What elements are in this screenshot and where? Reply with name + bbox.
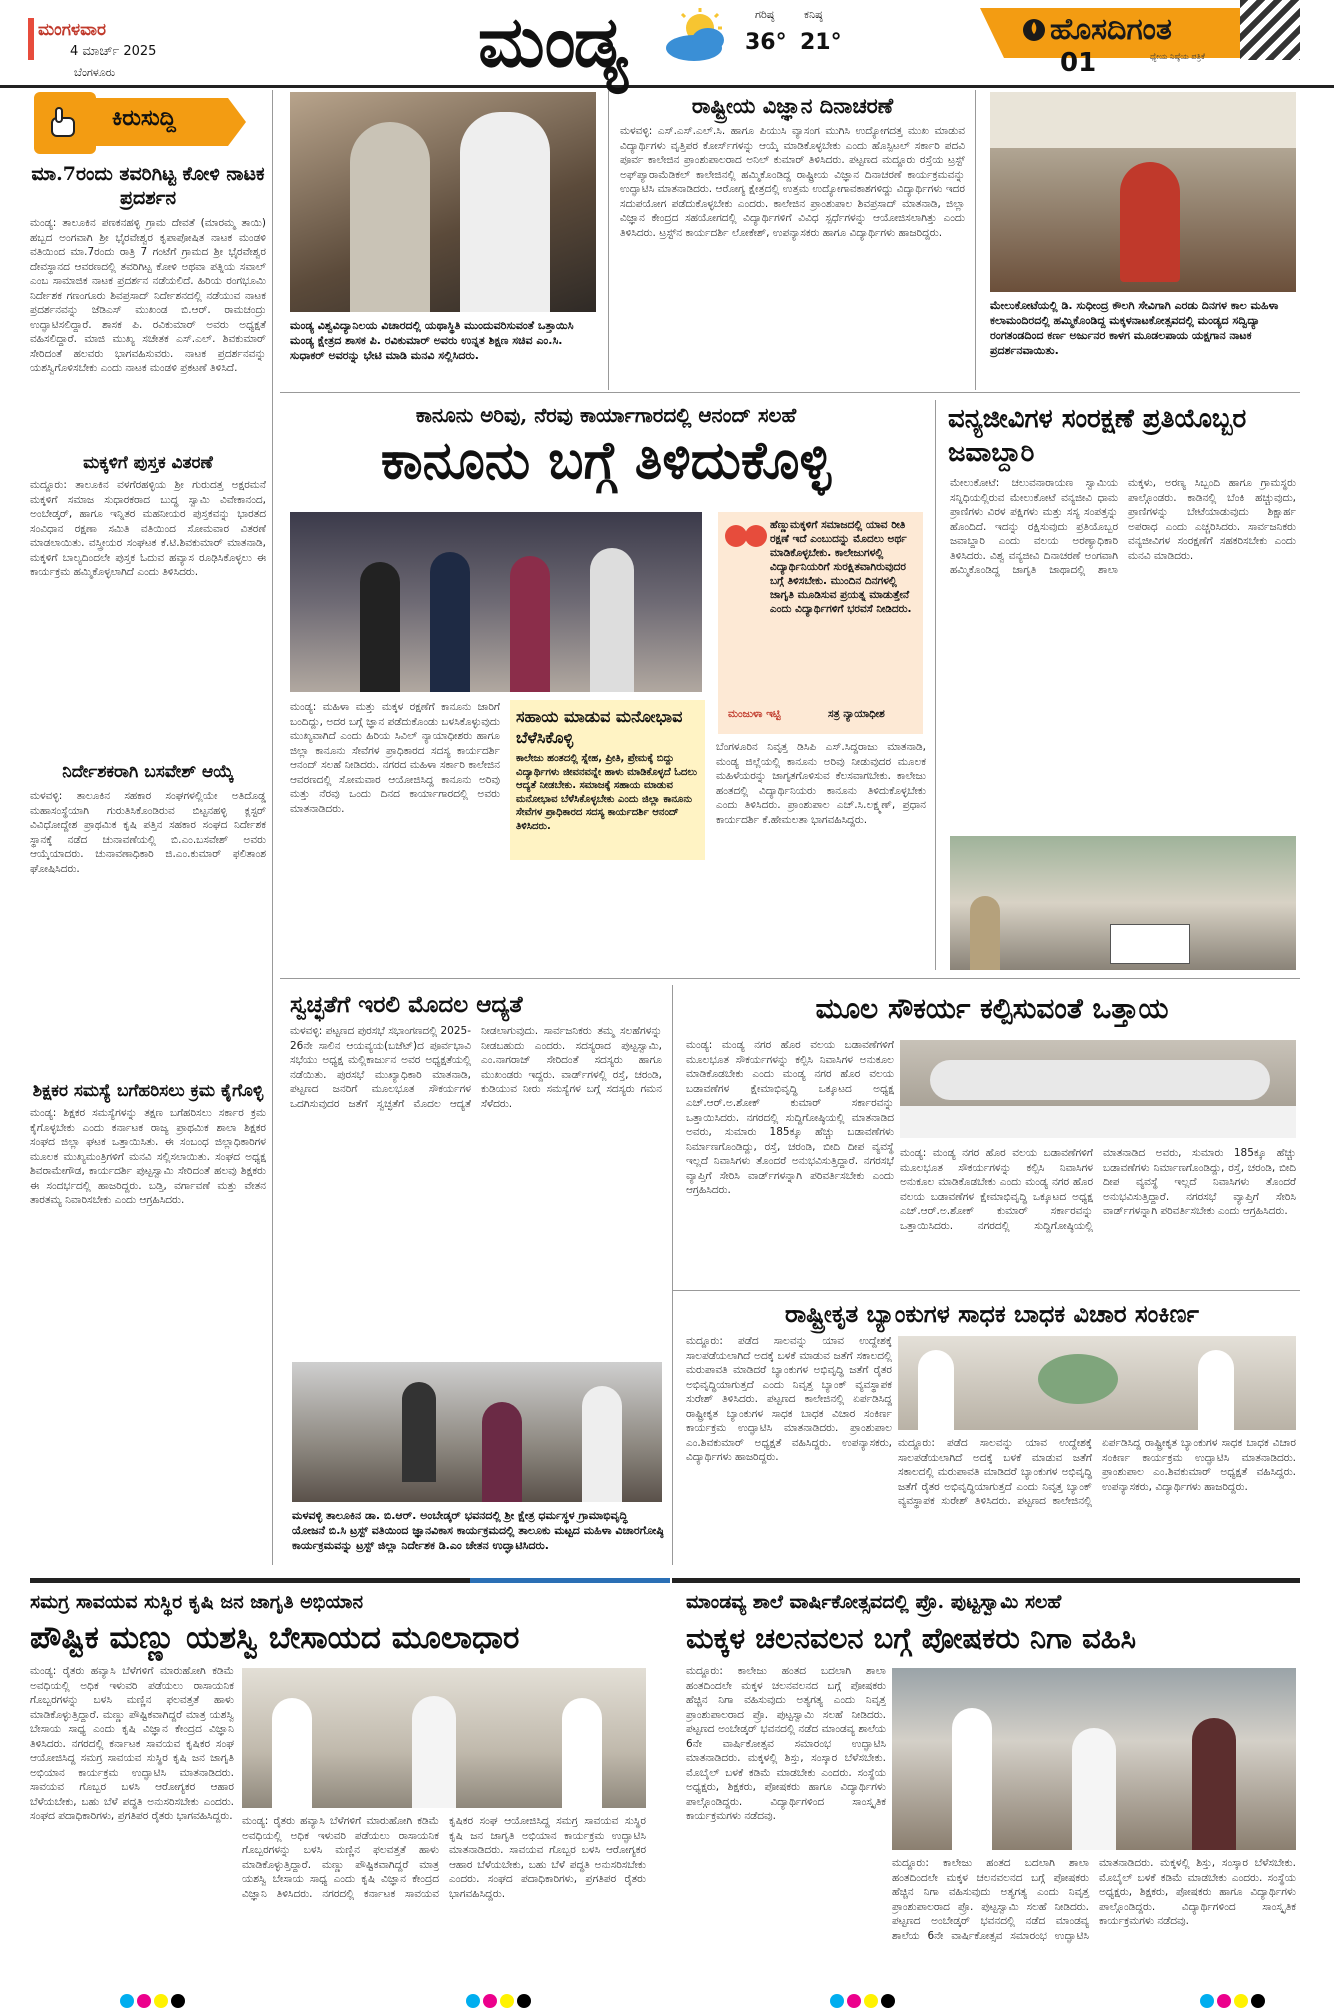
- lamp-icon: [1022, 18, 1046, 42]
- column-rule: [272, 90, 273, 1565]
- photo-plant: [1038, 1354, 1118, 1404]
- weekday: ಮಂಗಳವಾರ: [38, 20, 107, 40]
- page-title: ಮಂಡ್ಯ: [478, 0, 626, 83]
- brand-logo: [980, 0, 1280, 80]
- highlight-title: ಸಹಾಯ ಮಾಡುವ ಮನೋಭಾವ ಬೆಳೆಸಿಕೊಳ್ಳಿ: [516, 707, 683, 747]
- headline-director: ನಿರ್ದೇಶಕರಾಗಿ ಬಸವೇಶ್ ಆಯ್ಕೆ: [62, 762, 234, 782]
- story-banks-part1: ಮದ್ದೂರು: ಪಡೆದ ಸಾಲವನ್ನು ಯಾವ ಉದ್ದೇಶಕ್ಕೆ ಸಾಲಪಡೆಯಲಾಗಿದೆ ಅದಕ್ಕೆ ಬಳಕೆ ಮಾಡುವ ಜತೆಗೆ ಸಕಾಲದಲ್ಲಿ ಮರುಪಾವತಿ ಮಾಡಿದರೆ ಬ್ಯಾಂಕುಗಳ ಅಭಿವೃದ್ಧಿ ಜತೆಗೆ ರೈತರ ಅಭಿವೃದ್ಧಿಯಾಗುತ್ತದೆ ಎಂದು ನಿವೃತ್ತ ಬ್ಯಾಂಕ್ ವ್ಯವಸ್ಥಾಪಕ ಸುರೇಶ್ ತಿಳಿಸಿದರು. ಪಟ್ಟಣದ ಕಾಲೇಜಿನಲ್ಲಿ ಏರ್ಪಡಿಸಿದ್ದ ರಾಷ್ಟ್ರೀಕೃತ ಬ್ಯಾಂಕುಗಳ ಸಾಧಕ ಬಾಧಕ ವಿಚಾರ ಸಂಕಿರ್ಣ ಕಾರ್ಯಕ್ರಮ ಉದ್ಘಾಟಿಸಿ ಮಾತನಾಡಿದರು. ಪ್ರಾಂಶುಪಾಲ ಎಂ.ಶಿವಕುಮಾರ್ ಅಧ್ಯಕ್ಷತೆ ವಹಿಸಿದ್ದರು. ಉಪನ್ಯಾಸಕರು, ವಿದ್ಯಾರ್ಥಿಗಳು ಹಾಜರಿದ್ದರು.: [686, 1335, 892, 1463]
- photo-figure: [918, 1350, 954, 1430]
- cmyk-dot: [137, 1994, 151, 2008]
- headline-wildlife: ವನ್ಯಜೀವಿಗಳ ಸಂರಕ್ಷಣೆ ಪ್ರತಿಯೊಬ್ಬರ ಜವಾಬ್ದಾರಿ: [948, 404, 1247, 468]
- page-number: 01: [1060, 48, 1097, 78]
- story-director: ಮಳವಳ್ಳಿ: ತಾಲೂಕಿನ ಸಹಕಾರ ಸಂಘಗಳಲ್ಲಿಯೇ ಅತಿದೊಡ್ಡ ಮಹಾಸಂಸ್ಥೆಯಾಗಿ ಗುರುತಿಸಿಕೊಂಡಿರುವ ಬಿಟ್ಟನಹಳ್ಳಿ ಕ್ಲಸ್ಟರ್ ವಿವಿಧೋದ್ದೇಶ ಪ್ರಾಥಮಿಕ ಕೃಷಿ ಪತ್ತಿನ ಸಹಕಾರ ಸಂಘದ ನಿರ್ದೇಶಕ ಸ್ಥಾನಕ್ಕೆ ನಡೆದ ಚುನಾವಣೆಯಲ್ಲಿ ಬಿ.ಎಂ.ಬಸವೇಶ್ ಅವರು ಆಯ್ಕೆಯಾದರು. ಚುನಾವಣಾಧಿಕಾರಿ ಜಿ.ಎಂ.ಕುಮಾರ್ ಫಲಿತಾಂಶ ಘೋಷಿಸಿದರು.: [30, 790, 266, 875]
- max-temp: 36°: [745, 30, 787, 55]
- section-rule: [672, 1290, 1300, 1291]
- story-wildlife: ಮೇಲುಕೋಟೆ: ಚಲುವನಾರಾಯಣ ಸ್ವಾಮಿಯ ಸನ್ನಿಧಿಯಲ್ಲಿರುವ ಮೇಲುಕೋಟೆ ವನ್ಯಜೀವಿ ಧಾಮ ಪ್ರಾಣಿಗಳು ವಿರಳ ಪಕ್ಷಿಗಳು ಮತ್ತು ಸಸ್ಯ ಸಂಪತ್ತನ್ನು ಹೊಂದಿದೆ. ಇದನ್ನು ರಕ್ಷಿಸುವುದು ಪ್ರತಿಯೊಬ್ಬರ ಜವಾಬ್ದಾರಿ ಎಂದು ವಲಯ ಅರಣ್ಯಾಧಿಕಾರಿ ತಿಳಿಸಿದರು. ವಿಶ್ವ ವನ್ಯಜೀವಿ ದಿನಾಚರಣೆ ಅಂಗವಾಗಿ ಹಮ್ಮಿಕೊಂಡಿದ್ದ ಜಾಗೃತಿ ಜಾಥಾದಲ್ಲಿ ಶಾಲಾ ಮಕ್ಕಳು, ಅರಣ್ಯ ಸಿಬ್ಬಂದಿ ಹಾಗೂ ಗ್ರಾಮಸ್ಥರು ಪಾಲ್ಗೊಂಡರು. ಕಾಡಿನಲ್ಲಿ ಬೆಂಕಿ ಹಚ್ಚುವುದು, ಪ್ರಾಣಿಗಳನ್ನು ಬೇಟೆಯಾಡುವುದು ಶಿಕ್ಷಾರ್ಹ ಅಪರಾಧ ಎಂದು ಎಚ್ಚರಿಸಿದರು. ಸಾರ್ವಜನಿಕರು ವನ್ಯಜೀವಿಗಳ ಸಂರಕ್ಷಣೆಗೆ ಸಹಕರಿಸಬೇಕು ಎಂದು ಮನವಿ ಮಾಡಿದರು.: [950, 477, 1296, 576]
- story-law-part2: ಬೆಂಗಳೂರಿನ ನಿವೃತ್ತ ಡಿಸಿಪಿ ಎಸ್.ಸಿದ್ದರಾಜು ಮಾತನಾಡಿ, ಮಂಡ್ಯ ಜಿಲ್ಲೆಯಲ್ಲಿ ಕಾನೂನು ಅರಿವು ನೀಡುವುದರ ಮೂಲಕ ಮಹಿಳೆಯರನ್ನು ಜಾಗೃತಗೊಳಿಸುವ ಕೆಲಸವಾಗಬೇಕು. ಕಾಲೇಜು ಹಂತದಲ್ಲಿ ವಿದ್ಯಾರ್ಥಿನಿಯರು ಕಾನೂನು ತಿಳಿದುಕೊಳ್ಳಬೇಕು ಎಂದು ತಿಳಿಸಿದರು. ಪ್ರಾಂಶುಪಾಲ ಎಚ್.ಸಿ.ಲಕ್ಷ್ಮಣ್, ಪ್ರಧಾನ ಕಾರ್ಯದರ್ಶಿ ಕೆ.ಹೇಮಲತಾ ಭಾಗವಹಿಸಿದ್ದರು.: [716, 741, 926, 826]
- photo-organic-farming: [242, 1668, 646, 1808]
- brief-news-badge: [34, 92, 244, 154]
- photo-bank-seminar: [898, 1336, 1296, 1430]
- story-soil-part2: ಮಂಡ್ಯ: ರೈತರು ಹವ್ಯಾಸಿ ಬೆಳೆಗಳಿಗೆ ಮಾರುಹೋಗಿ ಕಡಿಮೆ ಅವಧಿಯಲ್ಲಿ ಅಧಿಕ ಇಳುವರಿ ಪಡೆಯಲು ರಾಸಾಯನಿಕ ಗೊಬ್ಬರಗಳನ್ನು ಬಳಸಿ ಮಣ್ಣಿನ ಫಲವತ್ತತೆ ಹಾಳು ಮಾಡಿಕೊಳ್ಳುತ್ತಿದ್ದಾರೆ. ಮಣ್ಣು ಪೌಷ್ಟಿಕವಾಗಿದ್ದರೆ ಮಾತ್ರ ಯಶಸ್ವಿ ಬೇಸಾಯ ಸಾಧ್ಯ ಎಂದು ಕೃಷಿ ವಿಜ್ಞಾನ ಕೇಂದ್ರದ ವಿಜ್ಞಾನಿ ತಿಳಿಸಿದರು. ನಗರದಲ್ಲಿ ಕರ್ನಾಟಕ ಸಾವಯವ ಕೃಷಿಕರ ಸಂಘ ಆಯೋಜಿಸಿದ್ದ ಸಮಗ್ರ ಸಾವಯವ ಸುಸ್ಥಿರ ಕೃಷಿ ಜನ ಜಾಗೃತಿ ಅಭಿಯಾನ ಕಾರ್ಯಕ್ರಮ ಉದ್ಘಾಟಿಸಿ ಮಾತನಾಡಿದರು. ಸಾವಯವ ಗೊಬ್ಬರ ಬಳಸಿ ಆರೋಗ್ಯಕರ ಆಹಾರ ಬೆಳೆಯಬೇಕು, ಬಹು ಬೆಳೆ ಪದ್ಧತಿ ಅನುಸರಿಸಬೇಕು ಎಂದರು. ಸಂಘದ ಪದಾಧಿಕಾರಿಗಳು, ಪ್ರಗತಿಪರ ರೈತರು ಭಾಗವಹಿಸಿದ್ದರು.: [242, 1815, 646, 1900]
- photo-figure: [582, 1386, 622, 1502]
- section-bar: [470, 1578, 670, 1583]
- photo-figure: [360, 562, 400, 692]
- photo-figure: [952, 1708, 992, 1850]
- photo-figure: [1072, 1728, 1116, 1850]
- school-kicker: ಮಾಂಡವ್ಯ ಶಾಲೆ ವಾರ್ಷಿಕೋತ್ಸವದಲ್ಲಿ ಪ್ರೊ. ಪುಟ್ಟಸ್ವಾಮಿ ಸಲಹೆ: [686, 1591, 1062, 1613]
- photo-mla-minister: [290, 92, 596, 312]
- cmyk-dot: [1217, 1994, 1231, 2008]
- weather-sun-cloud-icon: [660, 8, 740, 64]
- caption-womens-seminar: ಮಳವಳ್ಳಿ ತಾಲೂಕಿನ ಡಾ. ಬಿ.ಆರ್. ಅಂಬೇಡ್ಕರ್ ಭವನದಲ್ಲಿ ಶ್ರೀ ಕ್ಷೇತ್ರ ಧರ್ಮಸ್ಥಳ ಗ್ರಾಮಾಭಿವೃದ್ಧಿ ಯೋಜನೆ ಬಿ.ಸಿ ಟ್ರಸ್ಟ್ ವತಿಯಿಂದ ಜ್ಞಾನವಿಕಾಸ ಕಾರ್ಯಕ್ರಮದಲ್ಲಿ ತಾಲೂಕು ಮಟ್ಟದ ಮಹಿಳಾ ವಿಚಾರಗೋಷ್ಠಿ ಕಾರ್ಯಕ್ರಮವನ್ನು ಟ್ರಸ್ಟ್ ಜಿಲ್ಲಾ ನಿರ್ದೇಶಕ ಡಿ.ಎಂ ಚೇತನ ಉದ್ಘಾಟಿಸಿದರು.: [292, 1509, 664, 1552]
- masthead: [0, 0, 1334, 88]
- headline-soil: ಪೌಷ್ಟಿಕ ಮಣ್ಣು ಯಶಸ್ವಿ ಬೇಸಾಯದ ಮೂಲಾಧಾರ: [30, 1620, 520, 1656]
- edition-city: ಬೆಂಗಳೂರು: [74, 66, 116, 79]
- highlight-body: ಕಾಲೇಜು ಹಂತದಲ್ಲಿ ಸ್ನೇಹ, ಪ್ರೀತಿ, ಪ್ರೇಮಕ್ಕೆ ಬಿದ್ದು ವಿದ್ಯಾರ್ಥಿಗಳು ಜೀವನವನ್ನೇ ಹಾಳು ಮಾಡಿಕೊಳ್ಳದೆ ಓದಲು ಆದ್ಯತೆ ನೀಡಬೇಕು. ಸಮಾಜಕ್ಕೆ ಸಹಾಯ ಮಾಡುವ ಮನೋಭಾವ ಬೆಳೆಸಿಕೊಳ್ಳಬೇಕು ಎಂದು ಜಿಲ್ಲಾ ಕಾನೂನು ಸೇವೆಗಳ ಪ್ರಾಧಿಕಾರದ ಸದಸ್ಯ ಕಾರ್ಯದರ್ಶಿ ಆನಂದ್ ತಿಳಿಸಿದರು.: [516, 753, 698, 832]
- headline-drama: ಮಾ.7ರಂದು ತವರಿಗಿಟ್ಟ ಕೋಳಿ ನಾಟಕ ಪ್ರದರ್ಶನ: [31, 163, 265, 209]
- photo-figure: [482, 1402, 522, 1502]
- story-science-day: ಮಳವಳ್ಳಿ: ಎಸ್.ಎಸ್.ಎಲ್.ಸಿ. ಹಾಗೂ ಪಿಯುಸಿ ವ್ಯಾಸಂಗ ಮುಗಿಸಿ ಉದ್ಯೋಗದತ್ತ ಮುಖ ಮಾಡುವ ವಿದ್ಯಾರ್ಥಿಗಳು ವೃತ್ತಿಪರ ಕೋರ್ಸ್‌ಗಳನ್ನು ಆಯ್ಕೆ ಮಾಡಿಕೊಳ್ಳಬೇಕು ಎಂದು ಹೊಸ್ಪಿಟಲ್ ಸರ್ಕಾರಿ ಪದವಿ ಪೂರ್ವ ಕಾಲೇಜಿನ ಪ್ರಾಂಶುಪಾಲರಾದ ಅನಿಲ್ ಕುಮಾರ್ ತಿಳಿಸಿದರು. ಪಟ್ಟಣದ ಮದ್ದೂರು ರಸ್ತೆಯ ಟ್ರಸ್ಟ್ ಅಫ್‌ಪ್ಯಾರಾಮೆಡಿಕಲ್ ಕಾಲೇಜಿನಲ್ಲಿ ಹಮ್ಮಿಕೊಂಡಿದ್ದ ರಾಷ್ಟ್ರೀಯ ವಿಜ್ಞಾನ ದಿನಾಚರಣೆ ಕಾರ್ಯಕ್ರಮವನ್ನು ಉದ್ಘಾಟಿಸಿ ಮಾತನಾಡಿದರು. ಆರೋಗ್ಯ ಕ್ಷೇತ್ರದಲ್ಲಿ ಉತ್ತಮ ಉದ್ಯೋಗಾವಕಾಶಗಳಿದ್ದು ವಿದ್ಯಾರ್ಥಿಗಳು ಇದರ ಸದುಪಯೋಗ ಪಡೆದುಕೊಳ್ಳಬೇಕು ಎಂದರು. ಕಾಲೇಜಿನ ಪ್ರಾಂಶುಪಾಲ ಶಿವಪ್ರಸಾದ್ ಮಾತನಾಡಿ, ಜಿಲ್ಲಾ ವಿಜ್ಞಾನ ಕೇಂದ್ರದ ಸಹಯೋಗದಲ್ಲಿ ವಿದ್ಯಾರ್ಥಿಗಳಿಗೆ ವಿವಿಧ ಸ್ಪರ್ಧೆಗಳನ್ನು ಆಯೋಜಿಸಲಾಗಿತ್ತು ಎಂದು ತಿಳಿಸಿದರು. ಟ್ರಸ್ಟ್‌ನ ಕಾರ್ಯದರ್ಶಿ ಲೋಕೇಶ್, ಉಪನ್ಯಾಸಕರು ಹಾಗೂ ವಿದ್ಯಾರ್ಥಿಗಳು ಹಾಜರಿದ್ದರು.: [620, 125, 965, 239]
- cmyk-dot: [171, 1994, 185, 2008]
- left-column: [30, 162, 266, 1486]
- caption-yakshagana: ಮೇಲುಕೋಟೆಯಲ್ಲಿ ಡಿ. ಸುಧೀಂದ್ರ ಕೌಲಗಿ ಸೇವಿಗಾಗಿ ಎರಡು ದಿನಗಳ ಕಾಲ ಮಹಿಳಾ ಕಲಾಮಂದಿರದಲ್ಲಿ ಹಮ್ಮಿಕೊಂಡಿದ್ದ ಮಕ್ಕಳನಾಟಕೋತ್ಸವದಲ್ಲಿ ಮಂಡ್ಯದ ಸದ್ವಿದ್ಯಾ ರಂಗತಂಡದಿಂದ ಕರ್ಣ ಅರ್ಜುನರ ಕಾಳಗ ಮೂಡಲಪಾಯ ಯಕ್ಷಗಾನ ನಾಟಕ ಪ್ರದರ್ಶನವಾಯಿತು.: [990, 299, 1279, 357]
- quote-text: ಹೆಣ್ಣುಮಕ್ಕಳಿಗೆ ಸಮಾಜದಲ್ಲಿ ಯಾವ ರೀತಿ ರಕ್ಷಣೆ ಇದೆ ಎಂಬುದನ್ನು ಮೊದಲು ಅರ್ಥ ಮಾಡಿಕೊಳ್ಳಬೇಕು. ಕಾಲೇಜುಗಳಲ್ಲಿ ವಿದ್ಯಾರ್ಥಿನಿಯರಿಗೆ ಸುರಕ್ಷಿತವಾಗಿರುವುದರ ಬಗ್ಗೆ ತಿಳಿಸಬೇಕು. ಮುಂದಿನ ದಿನಗಳಲ್ಲಿ ಜಾಗೃತಿ ಮೂಡಿಸುವ ಪ್ರಯತ್ನ ಮಾಡುತ್ತೇನೆ ಎಂದು ವಿದ್ಯಾರ್ಥಿಗಳಿಗೆ ಭರವಸೆ ನೀಡಿದರು.: [770, 519, 912, 615]
- story-teachers: ಮಂಡ್ಯ: ಶಿಕ್ಷಕರ ಸಮಸ್ಯೆಗಳನ್ನು ತಕ್ಷಣ ಬಗೆಹರಿಸಲು ಸರ್ಕಾರ ಕ್ರಮ ಕೈಗೊಳ್ಳಬೇಕು ಎಂದು ಕರ್ನಾಟಕ ರಾಜ್ಯ ಪ್ರಾಥಮಿಕ ಶಾಲಾ ಶಿಕ್ಷಕರ ಸಂಘದ ಜಿಲ್ಲಾ ಘಟಕ ಒತ್ತಾಯಿಸಿತು. ಈ ಸಂಬಂಧ ಜಿಲ್ಲಾಧಿಕಾರಿಗಳ ಮೂಲಕ ಮುಖ್ಯಮಂತ್ರಿಗಳಿಗೆ ಮನವಿ ಸಲ್ಲಿಸಲಾಯಿತು. ಸಂಘದ ಅಧ್ಯಕ್ಷ ಶಿವರಾಮೇಗೌಡ, ಕಾರ್ಯದರ್ಶಿ ಪುಟ್ಟಸ್ವಾಮಿ ಸೇರಿದಂತೆ ಹಲವು ಶಿಕ್ಷಕರು ಈ ಸಂದರ್ಭದಲ್ಲಿ ಹಾಜರಿದ್ದರು. ಬಡ್ತಿ, ವರ್ಗಾವಣೆ ಮತ್ತು ವೇತನ ತಾರತಮ್ಯ ನಿವಾರಿಸಬೇಕು ಎಂದು ಆಗ್ರಹಿಸಿದರು.: [30, 1107, 266, 1206]
- registration-marks: [830, 1994, 895, 2008]
- pointing-hand-icon: [46, 104, 84, 142]
- photo-figure: [562, 1698, 602, 1808]
- headline-infrastructure: ಮೂಲ ಸೌಕರ್ಯ ಕಲ್ಪಿಸುವಂತೆ ಒತ್ತಾಯ: [815, 992, 1169, 1025]
- headline-teachers: ಶಿಕ್ಷಕರ ಸಮಸ್ಯೆ ಬಗೆಹರಿಸಲು ಕ್ರಮ ಕೈಗೊಳ್ಳಿ: [32, 1081, 264, 1101]
- headline-science-day: ರಾಷ್ಟ್ರೀಯ ವಿಜ್ಞಾನ ದಿನಾಚರಣೆ: [691, 93, 894, 118]
- column-rule: [608, 90, 609, 390]
- photo-figure: [402, 1382, 436, 1482]
- column-rule: [975, 90, 976, 390]
- photo-figure: [1198, 1350, 1234, 1430]
- column-rule: [935, 400, 936, 970]
- brand-name: ಹೊಸದಿಗಂತ: [1050, 12, 1172, 47]
- registration-marks: [1200, 1994, 1265, 2008]
- photo-banner: [1110, 924, 1190, 964]
- story-banks-part2: ಮದ್ದೂರು: ಪಡೆದ ಸಾಲವನ್ನು ಯಾವ ಉದ್ದೇಶಕ್ಕೆ ಸಾಲಪಡೆಯಲಾಗಿದೆ ಅದಕ್ಕೆ ಬಳಕೆ ಮಾಡುವ ಜತೆಗೆ ಸಕಾಲದಲ್ಲಿ ಮರುಪಾವತಿ ಮಾಡಿದರೆ ಬ್ಯಾಂಕುಗಳ ಅಭಿವೃದ್ಧಿ ಜತೆಗೆ ರೈತರ ಅಭಿವೃದ್ಧಿಯಾಗುತ್ತದೆ ಎಂದು ನಿವೃತ್ತ ಬ್ಯಾಂಕ್ ವ್ಯವಸ್ಥಾಪಕ ಸುರೇಶ್ ತಿಳಿಸಿದರು. ಪಟ್ಟಣದ ಕಾಲೇಜಿನಲ್ಲಿ ಏರ್ಪಡಿಸಿದ್ದ ರಾಷ್ಟ್ರೀಕೃತ ಬ್ಯಾಂಕುಗಳ ಸಾಧಕ ಬಾಧಕ ವಿಚಾರ ಸಂಕಿರ್ಣ ಕಾರ್ಯಕ್ರಮ ಉದ್ಘಾಟಿಸಿ ಮಾತನಾಡಿದರು. ಪ್ರಾಂಶುಪಾಲ ಎಂ.ಶಿವಕುಮಾರ್ ಅಧ್ಯಕ್ಷತೆ ವಹಿಸಿದ್ದರು. ಉಪನ್ಯಾಸಕರು, ವಿದ್ಯಾರ್ಥಿಗಳು ಹಾಜರಿದ್ದರು.: [898, 1437, 1296, 1507]
- photo-figure: [460, 112, 550, 312]
- quote-author: ಮಂಜುಳಾ ಇಟ್ಟಿ: [728, 708, 781, 720]
- headline-cleanliness: ಸ್ವಚ್ಛತೆಗೆ ಇರಲಿ ಮೊದಲ ಆದ್ಯತೆ: [290, 991, 523, 1018]
- photo-wildlife-rally: [950, 836, 1296, 970]
- quote-author-role: ಸತ್ರ ನ್ಯಾಯಾಧೀಶ: [828, 708, 885, 720]
- max-temp-label: ಗರಿಷ್ಠ: [755, 8, 775, 21]
- brief-news-label: ಕಿರುಸುದ್ದಿ: [112, 106, 176, 131]
- photo-press-meet: [900, 1040, 1296, 1138]
- photo-table: [900, 1106, 1296, 1138]
- cmyk-dot: [847, 1994, 861, 2008]
- cmyk-dot: [1251, 1994, 1265, 2008]
- story-school-part1: ಮದ್ದೂರು: ಕಾಲೇಜು ಹಂತದ ಬದಲಾಗಿ ಶಾಲಾ ಹಂತದಿಂದಲೇ ಮಕ್ಕಳ ಚಲನವಲನದ ಬಗ್ಗೆ ಪೋಷಕರು ಹೆಚ್ಚಿನ ನಿಗಾ ವಹಿಸುವುದು ಅತ್ಯಗತ್ಯ ಎಂದು ನಿವೃತ್ತ ಪ್ರಾಂಶುಪಾಲರಾದ ಪ್ರೊ. ಪುಟ್ಟಸ್ವಾಮಿ ಸಲಹೆ ನೀಡಿದರು. ಪಟ್ಟಣದ ಅಂಬೇಡ್ಕರ್ ಭವನದಲ್ಲಿ ನಡೆದ ಮಾಂಡವ್ಯ ಶಾಲೆಯ 6ನೇ ವಾರ್ಷಿಕೋತ್ಸವ ಸಮಾರಂಭ ಉದ್ಘಾಟಿಸಿ ಮಾತನಾಡಿದರು. ಮಕ್ಕಳಲ್ಲಿ ಶಿಸ್ತು, ಸಂಸ್ಕಾರ ಬೆಳೆಸಬೇಕು. ಮೊಬೈಲ್ ಬಳಕೆ ಕಡಿಮೆ ಮಾಡಬೇಕು ಎಂದರು. ಸಂಸ್ಥೆಯ ಅಧ್ಯಕ್ಷರು, ಶಿಕ್ಷಕರು, ಪೋಷಕರು ಹಾಗೂ ವಿದ್ಯಾರ್ಥಿಗಳು ಪಾಲ್ಗೊಂಡಿದ್ದರು. ವಿದ್ಯಾರ್ಥಿಗಳಿಂದ ಸಾಂಸ್ಕೃತಿಕ ಕಾರ್ಯಕ್ರಮಗಳು ನಡೆದವು.: [686, 1665, 886, 1822]
- brand-tagline: ಧ್ಯೇಯ ನಿಷ್ಠೆಯ ಪತ್ರಿಕೆ: [1150, 52, 1205, 61]
- headline-school: ಮಕ್ಕಳ ಚಲನವಲನ ಬಗ್ಗೆ ಪೋಷಕರು ನಿಗಾ ವಹಿಸಿ: [686, 1621, 1137, 1655]
- cmyk-dot: [483, 1994, 497, 2008]
- story-cleanliness: ಮಳವಳ್ಳಿ: ಪಟ್ಟಣದ ಪುರಸಭೆ ಸಭಾಂಗಣದಲ್ಲಿ 2025-26ನೇ ಸಾಲಿನ ಆಯವ್ಯಯ(ಬಜೆಟ್)ದ ಪೂರ್ವಭಾವಿ ಸಭೆಯು ಅಧ್ಯಕ್ಷ ಮಲ್ಲಿಕಾರ್ಜುನ ಅವರ ಅಧ್ಯಕ್ಷತೆಯಲ್ಲಿ ನಡೆಯಿತು. ಪುರಸಭೆ ಮುಖ್ಯಾಧಿಕಾರಿ ಮಾತನಾಡಿ, ಪಟ್ಟಣದ ಜನರಿಗೆ ಮೂಲಭೂತ ಸೌಕರ್ಯಗಳ ಒದಗಿಸುವುದರ ಜತೆಗೆ ಸ್ವಚ್ಛತೆಗೆ ಮೊದಲ ಆದ್ಯತೆ ನೀಡಲಾಗುವುದು. ಸಾರ್ವಜನಿಕರು ತಮ್ಮ ಸಲಹೆಗಳನ್ನು ನೀಡಬಹುದು ಎಂದರು. ಸದಸ್ಯರಾದ ಪುಟ್ಟಸ್ವಾಮಿ, ಎಂ.ನಾಗರಾಜ್ ಸೇರಿದಂತೆ ಸದಸ್ಯರು ಹಾಗೂ ಮುಖಂಡರು ಇದ್ದರು. ವಾರ್ಡ್‌ಗಳಲ್ಲಿ ರಸ್ತೆ, ಚರಂಡಿ, ಕುಡಿಯುವ ನೀರು ಸಮಸ್ಯೆಗಳ ಬಗ್ಗೆ ಸದಸ್ಯರು ಗಮನ ಸೆಳೆದರು.: [290, 1025, 662, 1110]
- cmyk-dot: [120, 1994, 134, 2008]
- section-rule: [280, 392, 1300, 393]
- story-infra-part2: ಮಂಡ್ಯ: ಮಂಡ್ಯ ನಗರ ಹೊರ ವಲಯ ಬಡಾವಣೆಗಳಿಗೆ ಮೂಲಭೂತ ಸೌಕರ್ಯಗಳನ್ನು ಕಲ್ಪಿಸಿ ನಿವಾಸಿಗಳ ಅನುಕೂಲ ಮಾಡಿಕೊಡಬೇಕು ಎಂದು ಮಂಡ್ಯ ನಗರ ಹೊರ ವಲಯ ಬಡಾವಣೆಗಳ ಕ್ಷೇಮಾಭಿವೃದ್ಧಿ ಒಕ್ಕೂಟದ ಅಧ್ಯಕ್ಷ ಎಚ್.ಆರ್.ಅ.ಶೋಕ್ ಕುಮಾರ್ ಸರ್ಕಾರವನ್ನು ಒತ್ತಾಯಿಸಿದರು. ನಗರದಲ್ಲಿ ಸುದ್ದಿಗೋಷ್ಠಿಯಲ್ಲಿ ಮಾತನಾಡಿದ ಅವರು, ಸುಮಾರು 185ಕ್ಕೂ ಹೆಚ್ಚು ಬಡಾವಣೆಗಳು ನಿರ್ಮಾಣಗೊಂಡಿದ್ದು, ರಸ್ತೆ, ಚರಂಡಿ, ಬೀದಿ ದೀಪ ವ್ಯವಸ್ಥೆ ಇಲ್ಲದೆ ನಿವಾಸಿಗಳು ತೊಂದರೆ ಅನುಭವಿಸುತ್ತಿದ್ದಾರೆ. ನಗರಸಭೆ ವ್ಯಾಪ್ತಿಗೆ ಸೇರಿಸಿ ವಾರ್ಡ್‌ಗಳನ್ನಾಗಿ ಪರಿವರ್ತಿಸಬೇಕು ಎಂದು ಆಗ್ರಹಿಸಿದರು.: [900, 1147, 1296, 1232]
- cmyk-dot: [466, 1994, 480, 2008]
- cmyk-dot: [517, 1994, 531, 2008]
- headline-banks: ರಾಷ್ಟ್ರೀಕೃತ ಬ್ಯಾಂಕುಗಳ ಸಾಧಕ ಬಾಧಕ ವಿಚಾರ ಸಂಕಿರ್ಣ: [785, 1299, 1199, 1328]
- photo-school-anniversary: [892, 1668, 1296, 1850]
- issue-date: 4 ಮಾರ್ಚ್ 2025: [70, 44, 157, 59]
- soil-kicker: ಸಮಗ್ರ ಸಾವಯವ ಸುಸ್ಥಿರ ಕೃಷಿ ಜನ ಜಾಗೃತಿ ಅಭಿಯಾನ: [30, 1591, 364, 1613]
- section-rule: [280, 978, 1300, 979]
- section-bar: [672, 1578, 1300, 1583]
- photo-figure: [970, 896, 1000, 970]
- story-law-part1: ಮಂಡ್ಯ: ಮಹಿಳಾ ಮತ್ತು ಮಕ್ಕಳ ರಕ್ಷಣೆಗೆ ಕಾನೂನು ಜಾರಿಗೆ ಬಂದಿದ್ದು, ಅದರ ಬಗ್ಗೆ ಜ್ಞಾನ ಪಡೆದುಕೊಂಡು ಬಳಸಿಕೊಳ್ಳುವುದು ಮುಖ್ಯವಾಗಿದೆ ಎಂದು ಹಿರಿಯ ಸಿವಿಲ್ ನ್ಯಾಯಾಧೀಶರು ಹಾಗೂ ಜಿಲ್ಲಾ ಕಾನೂನು ಸೇವೆಗಳ ಪ್ರಾಧಿಕಾರದ ಸದಸ್ಯ ಕಾರ್ಯದರ್ಶಿ ಆನಂದ್ ಸಲಹೆ ನೀಡಿದರು. ನಗರದ ಮಹಿಳಾ ಸರ್ಕಾರಿ ಕಾಲೇಜಿನ ಆವರಣದಲ್ಲಿ ಸೋಮವಾರ ಆಯೋಜಿಸಿದ್ದ ಕಾನೂನು ಅರಿವು ಮತ್ತು ನೆರವು ಒಂದು ದಿನದ ಕಾರ್ಯಾಗಾರದಲ್ಲಿ ಅವರು ಮಾತನಾಡಿದರು.: [290, 701, 500, 815]
- photo-figure: [430, 552, 470, 692]
- photo-womens-seminar: [292, 1362, 662, 1502]
- highlight-box: [510, 700, 705, 860]
- photo-figure: [1192, 1718, 1236, 1850]
- photo-figure: [350, 122, 430, 312]
- headline-books: ಮಕ್ಕಳಿಗೆ ಪುಸ್ತಕ ವಿತರಣೆ: [83, 453, 213, 473]
- cmyk-dot: [1234, 1994, 1248, 2008]
- cmyk-dot: [881, 1994, 895, 2008]
- photo-law-workshop: [290, 512, 702, 692]
- caption-mla-minister: ಮಂಡ್ಯ ವಿಶ್ವವಿದ್ಯಾನಿಲಯ ವಿಚಾರದಲ್ಲಿ ಯಥಾಸ್ಥಿತಿ ಮುಂದುವರಿಸುವಂತೆ ಒತ್ತಾಯಿಸಿ ಮಂಡ್ಯ ಕ್ಷೇತ್ರದ ಶಾಸಕ ಪಿ. ರವಿಕುಮಾರ್ ಅವರು ಉನ್ನತ ಶಿಕ್ಷಣ ಸಚಿವ ಎಂ.ಸಿ. ಸುಧಾಕರ್ ಅವರನ್ನು ಭೇಟಿ ಮಾಡಿ ಮನವಿ ಸಲ್ಲಿಸಿದರು.: [290, 319, 574, 362]
- quote-box: [718, 512, 923, 734]
- registration-marks: [120, 1994, 185, 2008]
- cmyk-dot: [1200, 1994, 1214, 2008]
- registration-marks: [466, 1994, 531, 2008]
- photo-figure: [1120, 162, 1180, 282]
- story-drama: ಮಂಡ್ಯ: ತಾಲೂಕಿನ ಪಣಕನಹಳ್ಳಿ ಗ್ರಾಮ ದೇವತೆ (ಮಾರಮ್ಮ ತಾಯಿ) ಹಬ್ಬದ ಅಂಗವಾಗಿ ಶ್ರೀ ಭೈರವೇಶ್ವರ ಕೃಪಾಪೋಷಿತ ನಾಟಕ ಮಂಡಳಿ ವತಿಯಿಂದ ಮಾ.7ರಂದು ರಾತ್ರಿ 7 ಗಂಟೆಗೆ ಗ್ರಾಮದ ಶ್ರೀ ಭೈರವೇಶ್ವರ ದೇವಸ್ಥಾನದ ಆವರಣದಲ್ಲಿ ತವರಿಗಿಟ್ಟ ಕೋಳಿ ಅಥವಾ ಪತ್ನಿಯ ಸವಾಲ್ ಎಂಬ ಸಾಮಾಜಿಕ ನಾಟಕ ಪ್ರದರ್ಶನ ನಡೆಯಲಿದೆ. ಹಿರಿಯ ರಂಗಭೂಮಿ ನಿರ್ದೇಶಕ ಗಣಂಗೂರು ಶಿವಪ್ರಸಾದ್ ನಿರ್ದೇಶನದಲ್ಲಿ ನಡೆಯುವ ನಾಟಕ ಪ್ರದರ್ಶನವನ್ನು ಜೆಡಿಎಸ್ ಮುಖಂಡ ಬಿ.ಆರ್. ರಾಮಚಂದ್ರು ಉದ್ಘಾಟಿಸಲಿದ್ದಾರೆ. ಶಾಸಕ ಪಿ. ರವಿಕುಮಾರ್ ಅವರು ಅಧ್ಯಕ್ಷತೆ ವಹಿಸಲಿದ್ದಾರೆ. ಮಾಜಿ ಮುಖ್ಯ ಸಚೇತಕ ಎಸ್.ಎಲ್. ಶಿವಕುಮಾರ್ ಸೇರಿದಂತೆ ಹಲವರು ಭಾಗವಹಿಸುವರು. ನಾಟಕ ಪ್ರದರ್ಶನವನ್ನು ಯಶಸ್ವಿಗೊಳಿಸಬೇಕು ಎಂದು ನಾಟಕ ಮಂಡಳಿ ಪ್ರಕಟಣೆ ತಿಳಿಸಿದೆ.: [30, 217, 266, 374]
- photo-figure: [590, 548, 634, 692]
- story-books: ಮದ್ದೂರು: ತಾಲೂಕಿನ ವಳಗೆರಹಳ್ಳಿಯ ಶ್ರೀ ಗುರುದತ್ತ ಅಕ್ಷರಮನೆ ಮಕ್ಕಳಿಗೆ ಸಮಾಜ ಸುಧಾರಕರಾದ ಬುದ್ಧ ಸ್ವಾಮಿ ವಿವೇಕಾನಂದ, ಅಂಬೇಡ್ಕರ್, ಹಾಗೂ ಇನ್ನಿತರ ಮಹನೀಯರ ಪುಸ್ತಕವನ್ನು ಭಾರತದ ಸಂವಿಧಾನ ರಕ್ಷಣಾ ಸಮಿತಿ ವತಿಯಿಂದ ಸೋಮವಾರ ವಿತರಣೆ ಮಾಡಲಾಯಿತು. ವಸ್ತ್ರೀಯರ ಸಂಘಟಕ ಕೆ.ಟಿ.ಶಿವಕುಮಾರ್ ಮಾತನಾಡಿ, ಮಕ್ಕಳಿಗೆ ಬಾಲ್ಯದಿಂದಲೇ ಪುಸ್ತಕ ಓದುವ ಹವ್ಯಾಸ ರೂಢಿಸಿಕೊಳ್ಳಲು ಈ ಕಾರ್ಯಕ್ರಮ ಹಮ್ಮಿಕೊಳ್ಳಲಾಗಿದೆ ಎಂದು ತಿಳಿಸಿದರು.: [30, 479, 266, 578]
- law-kicker: ಕಾನೂನು ಅರಿವು, ನೆರವು ಕಾರ್ಯಾಗಾರದಲ್ಲಿ ಆನಂದ್ ಸಲಹೆ: [415, 403, 797, 427]
- story-soil-part1: ಮಂಡ್ಯ: ರೈತರು ಹವ್ಯಾಸಿ ಬೆಳೆಗಳಿಗೆ ಮಾರುಹೋಗಿ ಕಡಿಮೆ ಅವಧಿಯಲ್ಲಿ ಅಧಿಕ ಇಳುವರಿ ಪಡೆಯಲು ರಾಸಾಯನಿಕ ಗೊಬ್ಬರಗಳನ್ನು ಬಳಸಿ ಮಣ್ಣಿನ ಫಲವತ್ತತೆ ಹಾಳು ಮಾಡಿಕೊಳ್ಳುತ್ತಿದ್ದಾರೆ. ಮಣ್ಣು ಪೌಷ್ಟಿಕವಾಗಿದ್ದರೆ ಮಾತ್ರ ಯಶಸ್ವಿ ಬೇಸಾಯ ಸಾಧ್ಯ ಎಂದು ಕೃಷಿ ವಿಜ್ಞಾನ ಕೇಂದ್ರದ ವಿಜ್ಞಾನಿ ತಿಳಿಸಿದರು. ನಗರದಲ್ಲಿ ಕರ್ನಾಟಕ ಸಾವಯವ ಕೃಷಿಕರ ಸಂಘ ಆಯೋಜಿಸಿದ್ದ ಸಮಗ್ರ ಸಾವಯವ ಸುಸ್ಥಿರ ಕೃಷಿ ಜನ ಜಾಗೃತಿ ಅಭಿಯಾನ ಕಾರ್ಯಕ್ರಮ ಉದ್ಘಾಟಿಸಿ ಮಾತನಾಡಿದರು. ಸಾವಯವ ಗೊಬ್ಬರ ಬಳಸಿ ಆರೋಗ್ಯಕರ ಆಹಾರ ಬೆಳೆಯಬೇಕು, ಬಹು ಬೆಳೆ ಪದ್ಧತಿ ಅನುಸರಿಸಬೇಕು ಎಂದರು. ಸಂಘದ ಪದಾಧಿಕಾರಿಗಳು, ಪ್ರಗತಿಪರ ರೈತರು ಭಾಗವಹಿಸಿದ್ದರು.: [30, 1665, 234, 1822]
- cmyk-dot: [154, 1994, 168, 2008]
- photo-figure: [510, 556, 550, 692]
- corner-stripes: [1240, 0, 1300, 60]
- cmyk-dot: [864, 1994, 878, 2008]
- story-infra-part1: ಮಂಡ್ಯ: ಮಂಡ್ಯ ನಗರ ಹೊರ ವಲಯ ಬಡಾವಣೆಗಳಿಗೆ ಮೂಲಭೂತ ಸೌಕರ್ಯಗಳನ್ನು ಕಲ್ಪಿಸಿ ನಿವಾಸಿಗಳ ಅನುಕೂಲ ಮಾಡಿಕೊಡಬೇಕು ಎಂದು ಮಂಡ್ಯ ನಗರ ಹೊರ ವಲಯ ಬಡಾವಣೆಗಳ ಕ್ಷೇಮಾಭಿವೃದ್ಧಿ ಒಕ್ಕೂಟದ ಅಧ್ಯಕ್ಷ ಎಚ್.ಆರ್.ಅ.ಶೋಕ್ ಕುಮಾರ್ ಸರ್ಕಾರವನ್ನು ಒತ್ತಾಯಿಸಿದರು. ನಗರದಲ್ಲಿ ಸುದ್ದಿಗೋಷ್ಠಿಯಲ್ಲಿ ಮಾತನಾಡಿದ ಅವರು, ಸುಮಾರು 185ಕ್ಕೂ ಹೆಚ್ಚು ಬಡಾವಣೆಗಳು ನಿರ್ಮಾಣಗೊಂಡಿದ್ದು, ರಸ್ತೆ, ಚರಂಡಿ, ಬೀದಿ ದೀಪ ವ್ಯವಸ್ಥೆ ಇಲ್ಲದೆ ನಿವಾಸಿಗಳು ತೊಂದರೆ ಅನುಭವಿಸುತ್ತಿದ್ದಾರೆ. ನಗರಸಭೆ ವ್ಯಾಪ್ತಿಗೆ ಸೇರಿಸಿ ವಾರ್ಡ್‌ಗಳನ್ನಾಗಿ ಪರಿವರ್ತಿಸಬೇಕು ಎಂದು ಆಗ್ರಹಿಸಿದರು.: [686, 1039, 894, 1196]
- photo-yakshagana: [990, 92, 1296, 292]
- photo-figures-row: [930, 1060, 1270, 1100]
- story-school-part2: ಮದ್ದೂರು: ಕಾಲೇಜು ಹಂತದ ಬದಲಾಗಿ ಶಾಲಾ ಹಂತದಿಂದಲೇ ಮಕ್ಕಳ ಚಲನವಲನದ ಬಗ್ಗೆ ಪೋಷಕರು ಹೆಚ್ಚಿನ ನಿಗಾ ವಹಿಸುವುದು ಅತ್ಯಗತ್ಯ ಎಂದು ನಿವೃತ್ತ ಪ್ರಾಂಶುಪಾಲರಾದ ಪ್ರೊ. ಪುಟ್ಟಸ್ವಾಮಿ ಸಲಹೆ ನೀಡಿದರು. ಪಟ್ಟಣದ ಅಂಬೇಡ್ಕರ್ ಭವನದಲ್ಲಿ ನಡೆದ ಮಾಂಡವ್ಯ ಶಾಲೆಯ 6ನೇ ವಾರ್ಷಿಕೋತ್ಸವ ಸಮಾರಂಭ ಉದ್ಘಾಟಿಸಿ ಮಾತನಾಡಿದರು. ಮಕ್ಕಳಲ್ಲಿ ಶಿಸ್ತು, ಸಂಸ್ಕಾರ ಬೆಳೆಸಬೇಕು. ಮೊಬೈಲ್ ಬಳಕೆ ಕಡಿಮೆ ಮಾಡಬೇಕು ಎಂದರು. ಸಂಸ್ಥೆಯ ಅಧ್ಯಕ್ಷರು, ಶಿಕ್ಷಕರು, ಪೋಷಕರು ಹಾಗೂ ವಿದ್ಯಾರ್ಥಿಗಳು ಪಾಲ್ಗೊಂಡಿದ್ದರು. ವಿದ್ಯಾರ್ಥಿಗಳಿಂದ ಸಾಂಸ್ಕೃತಿಕ ಕಾರ್ಯಕ್ರಮಗಳು ನಡೆದವು.: [892, 1857, 1296, 1942]
- photo-figure: [412, 1696, 456, 1808]
- column-rule: [672, 985, 673, 1565]
- quote-mark-icon: [724, 518, 768, 552]
- min-temp: 21°: [800, 30, 842, 55]
- cmyk-dot: [500, 1994, 514, 2008]
- date-accent-bar: [28, 18, 34, 60]
- cmyk-dot: [830, 1994, 844, 2008]
- section-bar: [30, 1578, 470, 1583]
- min-temp-label: ಕನಿಷ್ಠ: [804, 8, 823, 21]
- photo-banner: [990, 92, 1296, 148]
- headline-law: ಕಾನೂನು ಬಗ್ಗೆ ತಿಳಿದುಕೊಳ್ಳಿ: [380, 430, 832, 491]
- photo-figure: [272, 1698, 312, 1808]
